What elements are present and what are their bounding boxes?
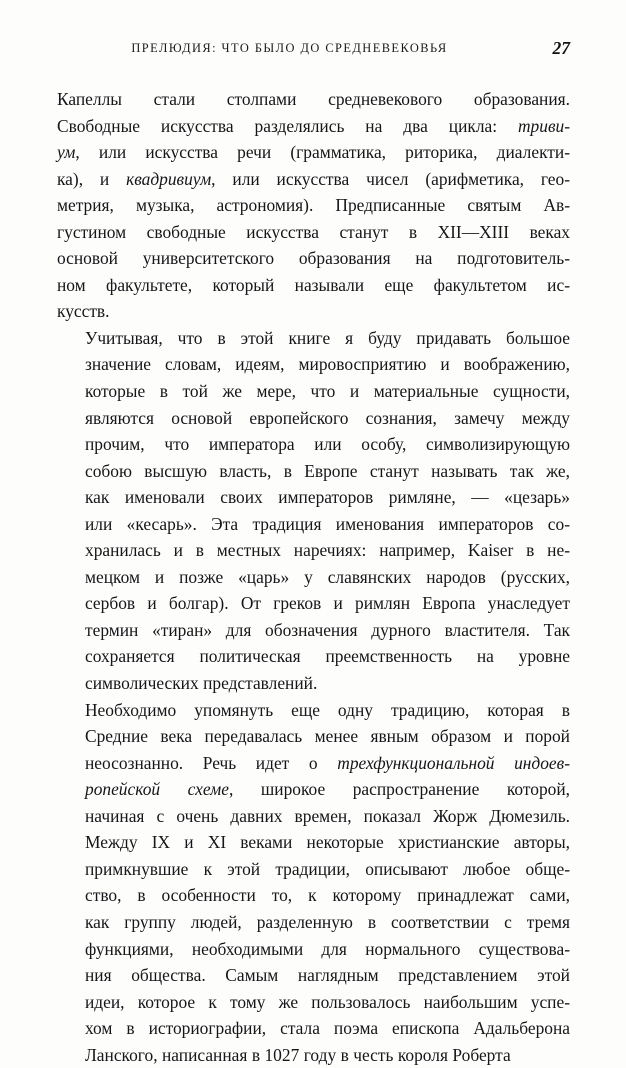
text-line	[57, 936, 570, 963]
text-line	[57, 829, 570, 856]
body-text: прочим, что императора или особу, символизирующую	[85, 434, 570, 455]
body-text: Учитывая, что в этой книге я буду придавать большое	[85, 327, 570, 348]
body-text: значение словам, идеям, мировосприятию и воображению,	[85, 354, 570, 375]
body-text: Между IX и XI веками некоторые христианские авторы,	[85, 832, 570, 853]
emphasis-text: квадривиум	[126, 168, 212, 189]
text-line	[57, 113, 570, 140]
body-text: Средние века передавалась менее явным образом и порой	[85, 726, 570, 747]
body-text: функциями, необходимыми для нормального существова-	[85, 938, 570, 959]
body-text: являются основой европейского сознания, замечу между	[85, 407, 570, 428]
body-text: Ланского, написанная в 1027 году в честь короля Роберта	[85, 1044, 511, 1065]
text-line	[57, 856, 570, 883]
body-text: хранилась и в местных наречиях: например, Kaiser в не-	[85, 540, 570, 561]
body-text: Свободные искусства разделялись на два цикла:	[57, 115, 518, 136]
body-text: ка), и	[57, 168, 127, 189]
body-text: хом в историографии, стала поэма епископа Адальберона	[85, 1018, 570, 1039]
body-text: примкнувшие к этой традиции, описывают любое обще-	[85, 858, 570, 879]
text-line	[57, 670, 570, 697]
text-line	[57, 166, 570, 193]
text-line	[57, 86, 570, 113]
body-text: как группу людей, разделенную в соответствии с тремя	[85, 911, 570, 932]
emphasis-text: ропейской схеме	[85, 779, 229, 800]
body-text: метрия, музыка, астрономия). Предписанные святым Ав-	[57, 195, 570, 216]
text-line	[57, 723, 570, 750]
body-text: ство, в особенности то, к которому принадлежат сами,	[85, 885, 570, 906]
body-text: , или искусства чисел (арифметика, гео-	[211, 168, 570, 189]
body-text: сохраняется политическая преемственность на уровне	[85, 646, 570, 667]
text-line	[57, 1042, 570, 1068]
emphasis-text: трехфункциональной индоев-	[337, 752, 570, 773]
text-line	[57, 298, 570, 325]
text-line	[57, 139, 570, 166]
body-text: собою высшую власть, в Европе станут называть так же,	[85, 460, 570, 481]
body-text: начиная с очень давних времен, показал Жорж Дюмезиль.	[85, 805, 570, 826]
text-line	[57, 192, 570, 219]
body-text: , или искусства речи (грамматика, риторика, диалекти-	[75, 142, 570, 163]
text-line	[57, 643, 570, 670]
body-text: ния общества. Самым наглядным представлением этой	[85, 965, 570, 986]
text-line	[57, 378, 570, 405]
body-text: мецком и позже «царь» у славянских народов (русских,	[85, 566, 570, 587]
body-text: как именовали своих императоров римляне, — «цезарь»	[85, 487, 570, 508]
text-line	[57, 458, 570, 485]
paragraph	[57, 86, 570, 325]
text-line	[57, 803, 570, 830]
text-line	[57, 511, 570, 538]
body-text: Необходимо упомянуть еще одну традицию, которая в	[85, 699, 570, 720]
page-number: 27	[552, 38, 570, 58]
body-text: основой университетского образования на подготовитель-	[57, 248, 570, 269]
running-header-title: ПРЕЛЮДИЯ: ЧТО БЫЛО ДО СРЕДНЕВЕКОВЬЯ	[131, 41, 448, 55]
emphasis-text: триви-	[518, 115, 570, 136]
text-line	[57, 325, 570, 352]
paragraph	[57, 697, 570, 1068]
text-line	[57, 537, 570, 564]
body-text: , широкое распространение которой,	[228, 779, 570, 800]
body-text: неосознанно. Речь идет о	[85, 752, 338, 773]
text-line	[57, 590, 570, 617]
text-line	[57, 697, 570, 724]
body-text: Капеллы стали столпами средневекового образования.	[57, 89, 570, 109]
body-text: кусств.	[57, 301, 110, 322]
text-line	[57, 750, 570, 777]
body-text: которые в той же мере, что и материальные сущности,	[85, 381, 570, 402]
body-text: густином свободные искусства станут в XII—XIII веках	[57, 221, 570, 242]
paragraph	[57, 325, 570, 697]
body-text: идеи, которое к тому же пользовалось наибольшим успе-	[85, 991, 570, 1012]
body-text: термин «тиран» для обозначения дурного властителя. Так	[85, 619, 570, 640]
text-line	[57, 564, 570, 591]
text-line	[57, 909, 570, 936]
text-line	[57, 431, 570, 458]
body-text: ном факультете, который называли еще факультетом ис-	[57, 274, 570, 295]
text-line	[57, 272, 570, 299]
text-line	[57, 219, 570, 246]
body-text: сербов и болгар). От греков и римлян Европа унаследует	[85, 593, 570, 614]
body-text: или «кесарь». Эта традиция именования императоров со-	[85, 513, 570, 534]
body-text: символических представлений.	[85, 673, 318, 694]
text-line	[57, 245, 570, 272]
text-line	[57, 405, 570, 432]
text-line	[57, 776, 570, 803]
text-line	[57, 882, 570, 909]
text-line	[57, 962, 570, 989]
body-text-block	[57, 86, 570, 1068]
text-line	[57, 351, 570, 378]
text-line	[57, 989, 570, 1016]
text-line	[57, 1015, 570, 1042]
text-line	[57, 617, 570, 644]
text-line	[57, 484, 570, 511]
running-header	[57, 40, 570, 64]
emphasis-text: ум	[57, 142, 76, 163]
